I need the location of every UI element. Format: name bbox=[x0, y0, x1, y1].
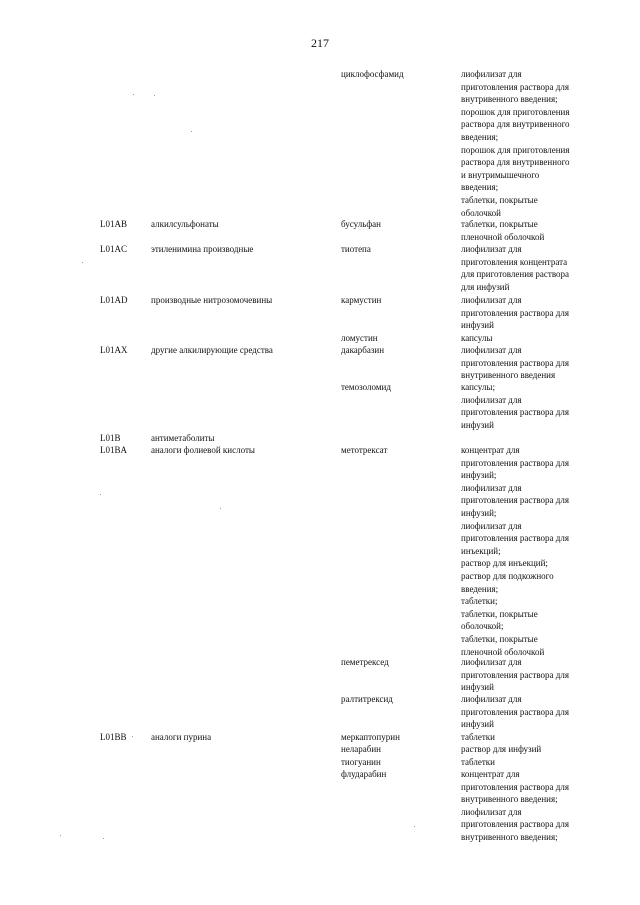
dosage-form-line: приготовления раствора для bbox=[461, 706, 569, 717]
dosage-form-line: приготовления раствора для bbox=[461, 781, 569, 792]
dosage-form-line: приготовления концентрата bbox=[461, 256, 568, 267]
dosage-form-line: инфузий bbox=[461, 320, 494, 331]
scan-speck bbox=[191, 131, 192, 132]
dosage-form-line: лиофилизат для bbox=[461, 520, 522, 531]
drug-name: тиотепа bbox=[341, 244, 371, 254]
dosage-form-line: лиофилизат для bbox=[461, 806, 522, 817]
drug-name: ралтитрексид bbox=[341, 694, 393, 704]
atc-group: алкилсульфонаты bbox=[151, 219, 219, 229]
dosage-form-line: приготовления раствора для bbox=[461, 819, 569, 830]
scan-speck bbox=[132, 736, 133, 737]
dosage-form-line: концентрат для bbox=[461, 445, 520, 455]
atc-code: L01AX bbox=[100, 345, 128, 355]
scan-speck bbox=[60, 835, 61, 836]
dosage-form-line: оболочкой bbox=[461, 207, 501, 218]
dosage-form-line: лиофилизат для bbox=[461, 482, 522, 493]
dosage-form-line: оболочкой; bbox=[461, 621, 504, 632]
dosage-forms bbox=[461, 756, 495, 769]
scan-speck bbox=[82, 262, 83, 263]
atc-group: другие алкилирующие средства bbox=[151, 345, 273, 355]
dosage-form-line: приготовления раствора для bbox=[461, 307, 569, 318]
drug-name: циклофосфамид bbox=[341, 69, 404, 79]
scan-speck bbox=[103, 838, 104, 839]
atc-code: L01B bbox=[100, 433, 121, 443]
dosage-form-line: капсулы; bbox=[461, 382, 495, 392]
dosage-form-line: приготовления раствора для bbox=[461, 533, 569, 544]
scan-speck bbox=[414, 826, 415, 827]
dosage-form-line: раствор для инъекций; bbox=[461, 558, 548, 569]
atc-code: L01AD bbox=[100, 295, 128, 305]
dosage-form-line: лиофилизат для bbox=[461, 657, 522, 667]
dosage-forms bbox=[461, 381, 569, 431]
dosage-form-line: внутривенного введения bbox=[461, 370, 556, 381]
dosage-form-line: введения; bbox=[461, 182, 499, 193]
dosage-form-line: и внутримышечного bbox=[461, 169, 540, 180]
scan-speck bbox=[154, 95, 155, 96]
dosage-form-line: лиофилизат для bbox=[461, 394, 522, 405]
dosage-form-line: таблетки, покрытые bbox=[461, 633, 538, 644]
scan-speck bbox=[100, 494, 101, 495]
dosage-form-line: пленочной оболочкой bbox=[461, 231, 545, 242]
drug-name: метотрексат bbox=[341, 445, 388, 455]
dosage-form-line: приготовления раствора для bbox=[461, 357, 569, 368]
scan-speck bbox=[133, 94, 134, 95]
dosage-forms bbox=[461, 656, 569, 694]
dosage-form-line: инфузий; bbox=[461, 470, 497, 481]
dosage-form-line: инъекций; bbox=[461, 545, 501, 556]
dosage-forms bbox=[461, 743, 541, 756]
dosage-form-line: внутривенного введения; bbox=[461, 94, 558, 105]
dosage-form-line: инфузий bbox=[461, 419, 494, 430]
dosage-forms bbox=[461, 332, 492, 345]
atc-code: L01BB bbox=[100, 732, 127, 742]
dosage-form-line: таблетки; bbox=[461, 596, 498, 607]
dosage-form-line: лиофилизат для bbox=[461, 69, 522, 79]
dosage-form-line: внутривенного введения; bbox=[461, 831, 558, 842]
dosage-form-line: приготовления раствора для bbox=[461, 495, 569, 506]
atc-code: L01AC bbox=[100, 244, 127, 254]
drug-name: кармустин bbox=[341, 295, 382, 305]
drug-name: ломустин bbox=[341, 333, 378, 343]
dosage-forms bbox=[461, 243, 569, 293]
atc-group: производные нитрозомочевины bbox=[151, 295, 273, 305]
dosage-form-line: внутривенного введения; bbox=[461, 794, 558, 805]
dosage-form-line: приготовления раствора для bbox=[461, 669, 569, 680]
dosage-forms bbox=[461, 768, 569, 844]
atc-code: L01AB bbox=[100, 219, 127, 229]
dosage-form-line: приготовления раствора для bbox=[461, 81, 569, 92]
dosage-form-line: приготовления раствора для bbox=[461, 407, 569, 418]
drug-name: флударабин bbox=[341, 769, 387, 779]
dosage-form-line: введения; bbox=[461, 583, 499, 594]
dosage-form-line: порошок для приготовления bbox=[461, 106, 570, 117]
dosage-form-line: капсулы bbox=[461, 333, 493, 343]
dosage-form-line: инфузий; bbox=[461, 507, 497, 518]
dosage-forms bbox=[461, 294, 569, 332]
dosage-form-line: для приготовления раствора bbox=[461, 269, 569, 280]
atc-code: L01BA bbox=[100, 445, 127, 455]
dosage-forms bbox=[461, 218, 544, 243]
drug-name: дакарбазин bbox=[341, 345, 385, 355]
dosage-form-line: таблетки, покрытые bbox=[461, 219, 538, 229]
dosage-form-line: лиофилизат для bbox=[461, 694, 522, 704]
dosage-form-line: инфузий bbox=[461, 682, 494, 693]
dosage-form-line: лиофилизат для bbox=[461, 345, 522, 355]
page-number: 217 bbox=[311, 36, 329, 50]
dosage-form-line: раствора для внутривенного bbox=[461, 119, 570, 130]
dosage-forms bbox=[461, 444, 569, 658]
dosage-form-line: для инфузий bbox=[461, 281, 510, 292]
drug-name: темозоломид bbox=[341, 382, 391, 392]
dosage-form-line: раствор для подкожного bbox=[461, 570, 554, 581]
atc-group: аналоги пурина bbox=[151, 732, 212, 742]
atc-group: аналоги фолиевой кислоты bbox=[151, 445, 255, 455]
dosage-form-line: порошок для приготовления bbox=[461, 144, 570, 155]
dosage-form-line: концентрат для bbox=[461, 769, 520, 779]
dosage-form-line: таблетки bbox=[461, 757, 496, 767]
dosage-form-line: инфузий bbox=[461, 719, 494, 730]
dosage-form-line: таблетки bbox=[461, 732, 496, 742]
dosage-form-line: лиофилизат для bbox=[461, 295, 522, 305]
drug-name: неларабин bbox=[341, 744, 382, 754]
dosage-forms bbox=[461, 693, 569, 731]
drug-name: пеметрексед bbox=[341, 657, 389, 667]
dosage-form-line: приготовления раствора для bbox=[461, 457, 569, 468]
dosage-form-line: лиофилизат для bbox=[461, 244, 522, 254]
scan-speck bbox=[220, 508, 221, 509]
atc-group: антиметаболиты bbox=[151, 433, 215, 443]
drug-name: меркаптопурин bbox=[341, 732, 400, 742]
drug-name: тиогуанин bbox=[341, 757, 381, 767]
drug-name: бусульфан bbox=[341, 219, 381, 229]
dosage-form-line: раствора для внутривенного bbox=[461, 157, 570, 168]
dosage-form-line: раствор для инфузий bbox=[461, 744, 542, 754]
dosage-form-line: таблетки, покрытые bbox=[461, 194, 538, 205]
dosage-forms bbox=[461, 731, 495, 744]
dosage-form-line: введения; bbox=[461, 131, 499, 142]
dosage-form-line: пленочной оболочкой bbox=[461, 646, 545, 657]
dosage-forms bbox=[461, 68, 570, 219]
dosage-forms bbox=[461, 344, 569, 382]
atc-group: этиленимина производные bbox=[151, 244, 254, 254]
dosage-form-line: таблетки, покрытые bbox=[461, 608, 538, 619]
